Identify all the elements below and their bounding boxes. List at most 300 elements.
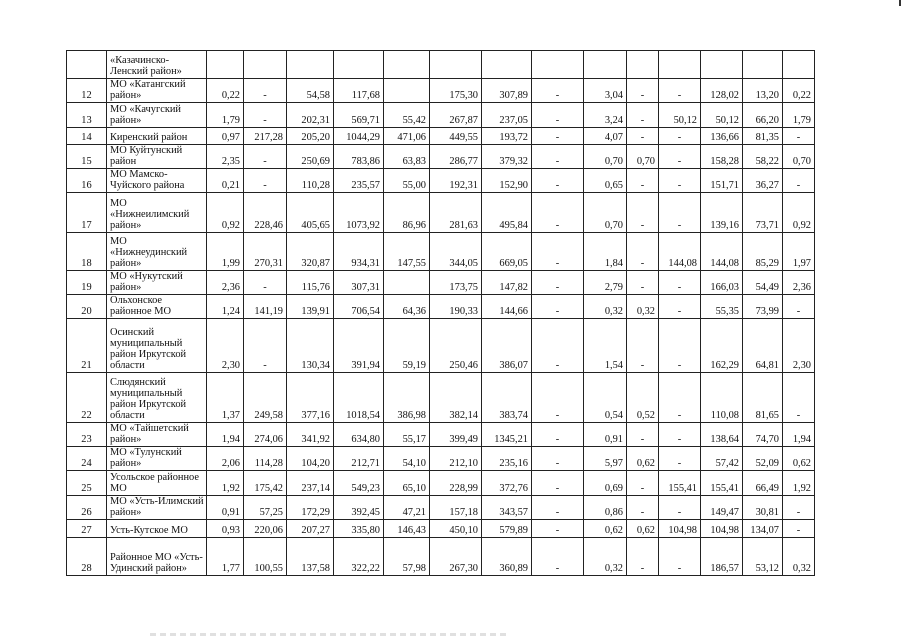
value-cell: 783,86 [334, 145, 384, 169]
row-number: 28 [67, 538, 107, 576]
value-cell: 217,28 [244, 128, 287, 145]
value-cell: 220,06 [244, 520, 287, 538]
value-cell: 1,99 [207, 233, 244, 271]
value-cell: 66,20 [743, 103, 783, 128]
value-cell: 134,07 [743, 520, 783, 538]
value-cell: 13,20 [743, 79, 783, 103]
value-cell: 65,10 [384, 471, 430, 496]
value-cell: 151,71 [701, 169, 743, 193]
row-number: 26 [67, 496, 107, 520]
value-cell: - [532, 193, 584, 233]
row-number: 22 [67, 373, 107, 423]
value-cell: 0,22 [207, 79, 244, 103]
value-cell: 55,35 [701, 295, 743, 319]
value-cell: - [783, 496, 815, 520]
value-cell: 146,43 [384, 520, 430, 538]
value-cell: - [659, 193, 701, 233]
value-cell: 0,70 [584, 193, 627, 233]
value-cell: - [532, 520, 584, 538]
value-cell: 1345,21 [482, 423, 532, 447]
value-cell: 322,22 [334, 538, 384, 576]
value-cell: 228,46 [244, 193, 287, 233]
value-cell [532, 51, 584, 79]
table-row [67, 233, 815, 271]
row-number: 15 [67, 145, 107, 169]
row-number: 27 [67, 520, 107, 538]
value-cell: 110,08 [701, 373, 743, 423]
value-cell [244, 51, 287, 79]
value-cell: 212,71 [334, 447, 384, 471]
value-cell: 267,30 [430, 538, 482, 576]
value-cell: - [532, 145, 584, 169]
value-cell: 104,98 [659, 520, 701, 538]
table-row [67, 319, 815, 373]
value-cell: - [532, 373, 584, 423]
value-cell: 155,41 [659, 471, 701, 496]
value-cell: 2,30 [207, 319, 244, 373]
value-cell: - [532, 295, 584, 319]
value-cell: 202,31 [287, 103, 334, 128]
value-cell: 47,21 [384, 496, 430, 520]
row-number: 18 [67, 233, 107, 271]
value-cell: 158,28 [701, 145, 743, 169]
value-cell: 706,54 [334, 295, 384, 319]
value-cell [430, 51, 482, 79]
district-name: Районное МО «Усть-Удинский район» [107, 538, 207, 576]
value-cell: 55,42 [384, 103, 430, 128]
row-number: 25 [67, 471, 107, 496]
value-cell: 147,55 [384, 233, 430, 271]
value-cell: 0,69 [584, 471, 627, 496]
value-cell: 190,33 [430, 295, 482, 319]
value-cell: - [659, 128, 701, 145]
value-cell: 162,29 [701, 319, 743, 373]
value-cell: - [659, 319, 701, 373]
value-cell: 0,62 [627, 447, 659, 471]
value-cell: 144,08 [659, 233, 701, 271]
value-cell: - [783, 128, 815, 145]
district-name: МО «Тайшетский район» [107, 423, 207, 447]
value-cell: - [659, 79, 701, 103]
value-cell: - [783, 520, 815, 538]
value-cell: 237,14 [287, 471, 334, 496]
value-cell: 3,24 [584, 103, 627, 128]
value-cell: 307,31 [334, 271, 384, 295]
value-cell [627, 51, 659, 79]
value-cell: 147,82 [482, 271, 532, 295]
value-cell [783, 51, 815, 79]
value-cell: 0,62 [584, 520, 627, 538]
value-cell: 495,84 [482, 193, 532, 233]
value-cell: 0,22 [783, 79, 815, 103]
value-cell: 0,91 [207, 496, 244, 520]
value-cell: 237,05 [482, 103, 532, 128]
table-body [67, 51, 815, 576]
value-cell: 50,12 [659, 103, 701, 128]
value-cell: 0,65 [584, 169, 627, 193]
value-cell: 0,32 [584, 295, 627, 319]
value-cell: 54,10 [384, 447, 430, 471]
row-number: 14 [67, 128, 107, 145]
value-cell: - [659, 169, 701, 193]
value-cell: 104,20 [287, 447, 334, 471]
value-cell: 1,94 [207, 423, 244, 447]
value-cell: 1,97 [783, 233, 815, 271]
value-cell: 2,36 [783, 271, 815, 295]
value-cell [584, 51, 627, 79]
value-cell: 50,12 [701, 103, 743, 128]
row-number: 20 [67, 295, 107, 319]
value-cell: - [532, 103, 584, 128]
value-cell [287, 51, 334, 79]
value-cell: - [532, 423, 584, 447]
value-cell: 192,31 [430, 169, 482, 193]
value-cell: 934,31 [334, 233, 384, 271]
district-name: Слюдянский муниципальный район Иркутской области [107, 373, 207, 423]
value-cell: - [627, 471, 659, 496]
table-row [67, 271, 815, 295]
value-cell: 377,16 [287, 373, 334, 423]
value-cell: 405,65 [287, 193, 334, 233]
value-cell: 3,04 [584, 79, 627, 103]
value-cell: 449,55 [430, 128, 482, 145]
district-name: МО «Качугский район» [107, 103, 207, 128]
value-cell: 386,07 [482, 319, 532, 373]
value-cell: 471,06 [384, 128, 430, 145]
value-cell: 281,63 [430, 193, 482, 233]
value-cell: - [659, 295, 701, 319]
value-cell: - [659, 496, 701, 520]
value-cell: 1,37 [207, 373, 244, 423]
row-number: 21 [67, 319, 107, 373]
value-cell: 0,62 [627, 520, 659, 538]
value-cell: 0,93 [207, 520, 244, 538]
value-cell: 110,28 [287, 169, 334, 193]
value-cell: 569,71 [334, 103, 384, 128]
value-cell: 386,98 [384, 373, 430, 423]
value-cell: 320,87 [287, 233, 334, 271]
value-cell [334, 51, 384, 79]
row-number: 24 [67, 447, 107, 471]
value-cell: 73,71 [743, 193, 783, 233]
value-cell: 0,70 [783, 145, 815, 169]
value-cell: 152,90 [482, 169, 532, 193]
value-cell: 391,94 [334, 319, 384, 373]
value-cell: - [532, 538, 584, 576]
value-cell: 186,57 [701, 538, 743, 576]
value-cell: 59,19 [384, 319, 430, 373]
value-cell: - [627, 233, 659, 271]
value-cell: - [627, 103, 659, 128]
value-cell: 149,47 [701, 496, 743, 520]
row-number: 17 [67, 193, 107, 233]
value-cell: - [532, 169, 584, 193]
row-number: 12 [67, 79, 107, 103]
value-cell: 173,75 [430, 271, 482, 295]
district-name: «Казачинско-Ленский район» [107, 51, 207, 79]
value-cell: 250,69 [287, 145, 334, 169]
value-cell: 360,89 [482, 538, 532, 576]
value-cell: 130,34 [287, 319, 334, 373]
value-cell: 450,10 [430, 520, 482, 538]
value-cell: - [532, 471, 584, 496]
value-cell: 399,49 [430, 423, 482, 447]
value-cell: - [627, 319, 659, 373]
value-cell: 138,64 [701, 423, 743, 447]
table-row [67, 128, 815, 145]
value-cell: 86,96 [384, 193, 430, 233]
row-number: 19 [67, 271, 107, 295]
district-name: МО «Катангский район» [107, 79, 207, 103]
value-cell: 0,32 [627, 295, 659, 319]
value-cell: 114,28 [244, 447, 287, 471]
value-cell: 549,23 [334, 471, 384, 496]
value-cell: 1044,29 [334, 128, 384, 145]
value-cell: 0,91 [584, 423, 627, 447]
value-cell: 85,29 [743, 233, 783, 271]
value-cell: 117,68 [334, 79, 384, 103]
value-cell: 141,19 [244, 295, 287, 319]
row-number: 16 [67, 169, 107, 193]
value-cell: 53,12 [743, 538, 783, 576]
value-cell: 115,76 [287, 271, 334, 295]
table-row [67, 295, 815, 319]
value-cell: 341,92 [287, 423, 334, 447]
value-cell: 344,05 [430, 233, 482, 271]
value-cell: 57,25 [244, 496, 287, 520]
value-cell: - [783, 295, 815, 319]
value-cell: 128,02 [701, 79, 743, 103]
value-cell: 1,79 [207, 103, 244, 128]
value-cell: 0,62 [783, 447, 815, 471]
value-cell: 1,24 [207, 295, 244, 319]
value-cell: 81,35 [743, 128, 783, 145]
value-cell: 137,58 [287, 538, 334, 576]
value-cell: 1,94 [783, 423, 815, 447]
value-cell: 634,80 [334, 423, 384, 447]
value-cell [207, 51, 244, 79]
value-cell: 235,16 [482, 447, 532, 471]
value-cell: 64,81 [743, 319, 783, 373]
value-cell: 0,70 [627, 145, 659, 169]
value-cell: 58,22 [743, 145, 783, 169]
value-cell: - [659, 538, 701, 576]
value-cell: 274,06 [244, 423, 287, 447]
value-cell: - [659, 447, 701, 471]
district-name: Усольское районное МО [107, 471, 207, 496]
value-cell: 0,32 [584, 538, 627, 576]
value-cell: 0,21 [207, 169, 244, 193]
value-cell: 100,55 [244, 538, 287, 576]
value-cell [701, 51, 743, 79]
value-cell: 235,57 [334, 169, 384, 193]
district-name: Осинский муниципальный район Иркутской области [107, 319, 207, 373]
value-cell: 139,91 [287, 295, 334, 319]
value-cell: 54,58 [287, 79, 334, 103]
value-cell: 343,57 [482, 496, 532, 520]
value-cell: 2,36 [207, 271, 244, 295]
value-cell: 1,54 [584, 319, 627, 373]
district-name: МО «Тулунский район» [107, 447, 207, 471]
value-cell: 1,79 [783, 103, 815, 128]
district-name: МО «Усть-Илимский район» [107, 496, 207, 520]
scan-mark [899, 0, 901, 6]
table-row [67, 103, 815, 128]
value-cell: 144,66 [482, 295, 532, 319]
value-cell: - [783, 373, 815, 423]
value-cell: - [244, 319, 287, 373]
value-cell: 175,42 [244, 471, 287, 496]
district-name: МО Куйтунский район [107, 145, 207, 169]
value-cell: - [627, 423, 659, 447]
value-cell: - [244, 271, 287, 295]
value-cell: - [244, 79, 287, 103]
table-row [67, 79, 815, 103]
district-name: МО «Нижнеилимский район» [107, 193, 207, 233]
value-cell [659, 51, 701, 79]
table-row [67, 423, 815, 447]
value-cell: - [532, 271, 584, 295]
value-cell: 4,07 [584, 128, 627, 145]
value-cell: 669,05 [482, 233, 532, 271]
value-cell: 205,20 [287, 128, 334, 145]
value-cell: 382,14 [430, 373, 482, 423]
value-cell: - [244, 103, 287, 128]
value-cell [743, 51, 783, 79]
value-cell: 270,31 [244, 233, 287, 271]
value-cell: 207,27 [287, 520, 334, 538]
row-number [67, 51, 107, 79]
value-cell: 249,58 [244, 373, 287, 423]
value-cell: 54,49 [743, 271, 783, 295]
value-cell: 1073,92 [334, 193, 384, 233]
value-cell: - [627, 538, 659, 576]
value-cell: - [659, 271, 701, 295]
value-cell: 383,74 [482, 373, 532, 423]
value-cell: 212,10 [430, 447, 482, 471]
value-cell: 63,83 [384, 145, 430, 169]
table-row [67, 169, 815, 193]
value-cell: - [627, 79, 659, 103]
value-cell: 1,92 [783, 471, 815, 496]
value-cell: 52,09 [743, 447, 783, 471]
value-cell: - [244, 169, 287, 193]
value-cell: 1,77 [207, 538, 244, 576]
value-cell: - [627, 271, 659, 295]
value-cell: - [659, 145, 701, 169]
district-name: МО «Нукутский район» [107, 271, 207, 295]
district-name: МО Мамско-Чуйского района [107, 169, 207, 193]
value-cell: - [532, 233, 584, 271]
value-cell: - [532, 447, 584, 471]
value-cell: - [532, 79, 584, 103]
value-cell [384, 79, 430, 103]
value-cell: 1018,54 [334, 373, 384, 423]
table-row [67, 538, 815, 576]
value-cell: 307,89 [482, 79, 532, 103]
value-cell: 104,98 [701, 520, 743, 538]
value-cell: - [659, 373, 701, 423]
value-cell: 155,41 [701, 471, 743, 496]
value-cell: 55,00 [384, 169, 430, 193]
table-row [67, 471, 815, 496]
table-row [67, 496, 815, 520]
value-cell: 0,32 [783, 538, 815, 576]
value-cell: 36,27 [743, 169, 783, 193]
value-cell: 372,76 [482, 471, 532, 496]
table-row [67, 193, 815, 233]
value-cell: 0,52 [627, 373, 659, 423]
value-cell: - [627, 169, 659, 193]
value-cell: 157,18 [430, 496, 482, 520]
value-cell: - [627, 128, 659, 145]
value-cell: 228,99 [430, 471, 482, 496]
value-cell [384, 271, 430, 295]
value-cell: 286,77 [430, 145, 482, 169]
value-cell: 64,36 [384, 295, 430, 319]
value-cell: 74,70 [743, 423, 783, 447]
value-cell: 267,87 [430, 103, 482, 128]
value-cell: - [532, 128, 584, 145]
table-row [67, 447, 815, 471]
value-cell: 172,29 [287, 496, 334, 520]
value-cell: 1,84 [584, 233, 627, 271]
value-cell: 0,92 [783, 193, 815, 233]
value-cell: 392,45 [334, 496, 384, 520]
value-cell: 2,35 [207, 145, 244, 169]
district-name: Ольхонское районное МО [107, 295, 207, 319]
value-cell [384, 51, 430, 79]
district-name: МО «Нижнеудинский район» [107, 233, 207, 271]
value-cell: 81,65 [743, 373, 783, 423]
value-cell [482, 51, 532, 79]
value-cell: 66,49 [743, 471, 783, 496]
value-cell: - [627, 496, 659, 520]
value-cell: 55,17 [384, 423, 430, 447]
value-cell: 0,70 [584, 145, 627, 169]
district-name: Киренский район [107, 128, 207, 145]
table-row [67, 373, 815, 423]
value-cell: - [783, 169, 815, 193]
row-number: 13 [67, 103, 107, 128]
value-cell: 166,03 [701, 271, 743, 295]
value-cell: 144,08 [701, 233, 743, 271]
value-cell: 5,97 [584, 447, 627, 471]
table-row [67, 51, 815, 79]
value-cell: 2,79 [584, 271, 627, 295]
data-table [66, 50, 815, 576]
value-cell: 30,81 [743, 496, 783, 520]
value-cell: 379,32 [482, 145, 532, 169]
value-cell: 139,16 [701, 193, 743, 233]
value-cell: 0,92 [207, 193, 244, 233]
value-cell: 73,99 [743, 295, 783, 319]
value-cell: 579,89 [482, 520, 532, 538]
value-cell: 193,72 [482, 128, 532, 145]
value-cell: - [532, 496, 584, 520]
value-cell: - [627, 193, 659, 233]
value-cell: 0,54 [584, 373, 627, 423]
value-cell: - [659, 423, 701, 447]
value-cell: - [244, 145, 287, 169]
value-cell: 2,30 [783, 319, 815, 373]
value-cell: 0,86 [584, 496, 627, 520]
value-cell: 0,97 [207, 128, 244, 145]
value-cell: 57,42 [701, 447, 743, 471]
value-cell: 57,98 [384, 538, 430, 576]
value-cell: - [532, 319, 584, 373]
value-cell: 250,46 [430, 319, 482, 373]
